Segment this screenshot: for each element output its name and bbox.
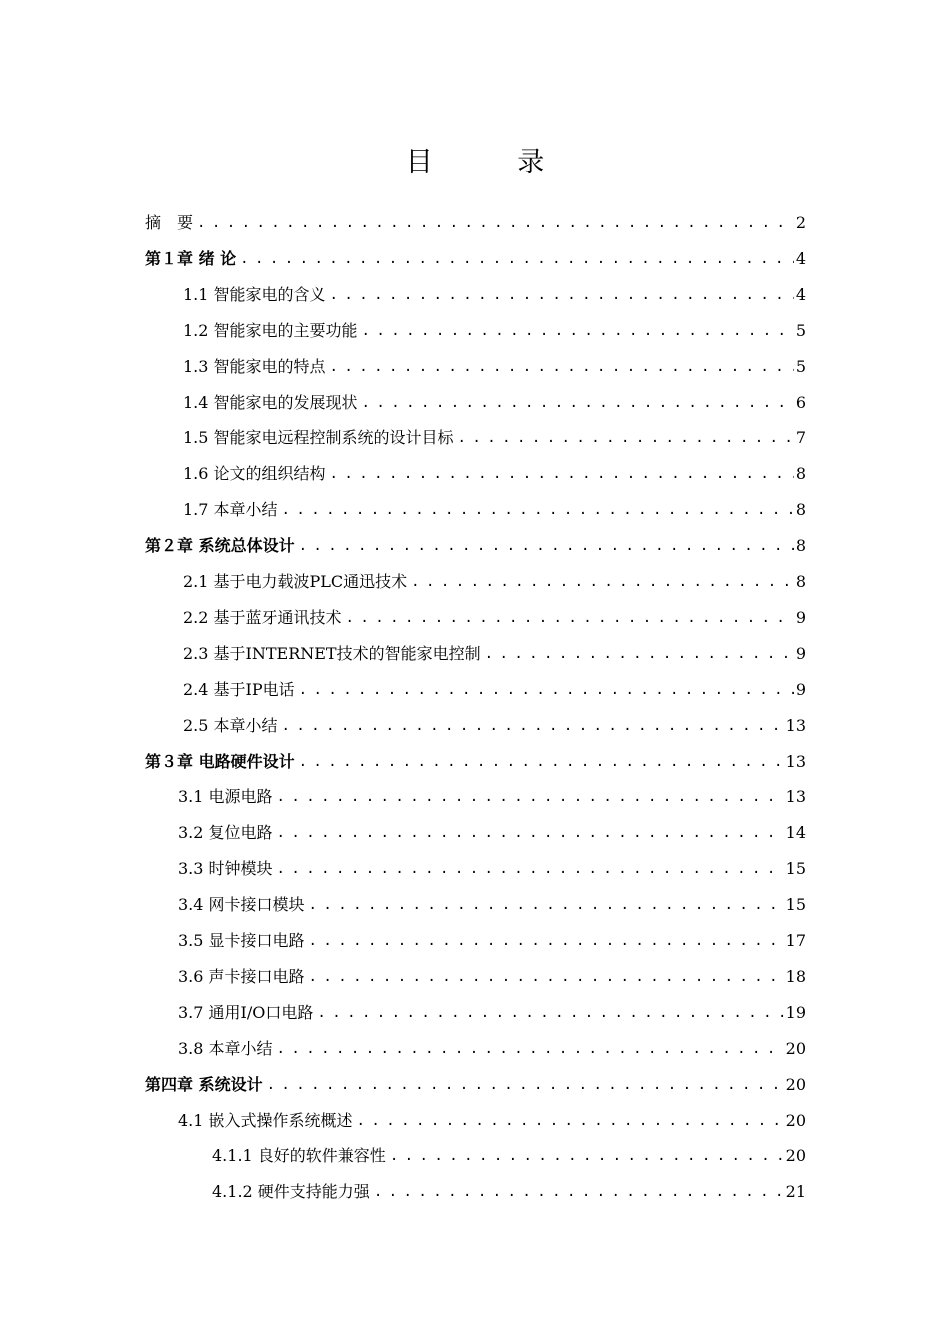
toc-chapter-entry[interactable]	[145, 528, 806, 564]
toc-page-number: 13	[785, 787, 806, 807]
toc-entry-title: 2.4 基于IP电话	[183, 679, 295, 699]
toc-page-number: 18	[785, 966, 806, 986]
toc-page-number: 20	[785, 1074, 806, 1094]
toc-chapter-entry[interactable]	[145, 1067, 806, 1103]
toc-entry-title: 1.2 智能家电的主要功能	[183, 320, 358, 340]
toc-entry-title: 摘 要	[145, 213, 194, 232]
toc-entry[interactable]	[183, 313, 806, 349]
toc-entry[interactable]	[178, 1031, 806, 1067]
toc-dot-leader	[362, 385, 794, 421]
toc-page-number: 17	[785, 931, 806, 950]
toc-dot-leader	[309, 887, 784, 923]
toc-dot-leader	[411, 564, 794, 600]
toc-entry[interactable]	[183, 492, 806, 528]
toc-dot-leader	[485, 636, 794, 672]
toc-page-number: 5	[795, 320, 806, 340]
toc-entry-title: 1.5 智能家电远程控制系统的设计目标	[183, 428, 454, 448]
toc-dot-leader	[362, 313, 794, 349]
toc-entry[interactable]	[178, 995, 806, 1031]
toc-dot-leader	[458, 420, 794, 456]
toc-dot-leader	[309, 959, 784, 995]
toc-entry-title: 第１章 绪 论	[145, 248, 237, 268]
toc-page-number: 20	[785, 1038, 806, 1058]
toc-entry-title: 2.3 基于INTERNET技术的智能家电控制	[183, 643, 481, 663]
toc-page-number: 6	[795, 392, 806, 412]
toc-entry-title: 第四章 系统设计	[145, 1074, 263, 1094]
toc-page-number: 13	[785, 751, 806, 771]
toc-page-number: 9	[795, 643, 806, 663]
toc-entry-title: 第３章 电路硬件设计	[145, 751, 295, 771]
toc-entry-title: 1.4 智能家电的发展现状	[183, 392, 358, 412]
toc-page-number: 8	[795, 500, 806, 520]
toc-entry[interactable]	[183, 636, 806, 672]
toc-entry-title: 3.3 时钟模块	[178, 859, 273, 879]
toc-page-number: 7	[795, 428, 806, 448]
toc-page-number: 9	[795, 607, 806, 627]
toc-dot-leader	[277, 1031, 784, 1067]
toc-entry-title: 3.2 复位电路	[178, 823, 273, 843]
toc-entry-title: 3.5 显卡接口电路	[178, 931, 305, 950]
toc-entry-title: 1.3 智能家电的特点	[183, 356, 326, 376]
toc-page-number: 8	[795, 572, 806, 591]
toc-entry[interactable]	[183, 564, 806, 600]
toc-page-number: 8	[795, 464, 806, 484]
toc-page-number: 2	[795, 213, 806, 232]
toc-dot-leader	[282, 492, 794, 528]
toc-entry-title: 3.1 电源电路	[178, 787, 273, 807]
toc-entry-title: 4.1.2 硬件支持能力强	[212, 1182, 370, 1202]
toc-entry[interactable]	[178, 815, 806, 851]
toc-entry[interactable]	[183, 456, 806, 492]
toc-entry-title: 3.6 声卡接口电路	[178, 966, 305, 986]
toc-entry-title: 4.1.1 良好的软件兼容性	[212, 1146, 386, 1166]
toc-dot-leader	[299, 672, 794, 708]
toc-dot-leader	[267, 1067, 784, 1103]
toc-dot-leader	[374, 1174, 784, 1210]
toc-page-number: 9	[795, 679, 806, 699]
toc-entry-title: 3.7 通用I/O口电路	[178, 1002, 314, 1022]
toc-page-number: 15	[785, 895, 806, 915]
toc-dot-leader	[277, 779, 784, 815]
toc-entry[interactable]	[178, 1103, 806, 1139]
toc-page-number: 21	[785, 1182, 806, 1202]
toc-dot-leader	[197, 205, 794, 241]
toc-entry[interactable]	[178, 923, 806, 959]
toc-entry[interactable]	[178, 959, 806, 995]
toc-entry[interactable]	[212, 1174, 806, 1210]
toc-entry[interactable]	[183, 672, 806, 708]
toc-entry[interactable]	[183, 420, 806, 456]
toc-dot-leader	[277, 851, 784, 887]
toc-dot-leader	[330, 277, 794, 313]
toc-entry-title: 3.4 网卡接口模块	[178, 895, 305, 915]
toc-page-number: 19	[785, 1002, 806, 1022]
toc-chapter-entry[interactable]	[145, 241, 806, 277]
toc-dot-leader	[282, 708, 784, 744]
toc-dot-leader	[330, 349, 794, 385]
toc-entry-title: 4.1 嵌入式操作系统概述	[178, 1110, 353, 1130]
toc-entry[interactable]	[183, 600, 806, 636]
toc-entry-title: 2.2 基于蓝牙通讯技术	[183, 607, 342, 627]
toc-page-number: 20	[785, 1110, 806, 1130]
toc-dot-leader	[357, 1103, 784, 1139]
toc-page-number: 14	[785, 823, 806, 843]
toc-dot-leader	[330, 456, 794, 492]
toc-title: 目 录	[405, 147, 583, 178]
toc-chapter-entry[interactable]	[145, 744, 806, 780]
toc-dot-leader	[390, 1138, 784, 1174]
toc-entry-title: 2.5 本章小结	[183, 715, 278, 735]
toc-entry-title: 3.8 本章小结	[178, 1038, 273, 1058]
toc-page-number: 13	[785, 715, 806, 735]
toc-entry[interactable]	[178, 887, 806, 923]
toc-dot-leader	[317, 995, 783, 1031]
toc-dot-leader	[299, 744, 784, 780]
toc-entry[interactable]	[183, 277, 806, 313]
toc-page-number: 8	[795, 536, 806, 556]
toc-dot-leader	[277, 815, 784, 851]
toc-page-number: 4	[795, 248, 806, 268]
toc-dot-leader	[240, 241, 794, 277]
toc-entry[interactable]	[178, 851, 806, 887]
toc-entry[interactable]	[178, 779, 806, 815]
toc-page-number: 4	[795, 284, 806, 304]
toc-page-number: 5	[795, 356, 806, 376]
toc-entry-title: 1.7 本章小结	[183, 500, 278, 520]
toc-entry[interactable]	[183, 708, 806, 744]
toc-dot-leader	[346, 600, 794, 636]
toc-entry-title: 2.1 基于电力载波PLC通迅技术	[183, 572, 408, 591]
toc-entry-title: 1.1 智能家电的含义	[183, 284, 326, 304]
toc-page-number: 15	[785, 859, 806, 879]
toc-entry[interactable]	[183, 385, 806, 421]
toc-entry-title: 1.6 论文的组织结构	[183, 464, 326, 484]
toc-entry[interactable]	[212, 1138, 806, 1174]
toc-dot-leader	[309, 923, 784, 959]
toc-entry[interactable]	[145, 205, 806, 241]
toc-entry[interactable]	[183, 349, 806, 385]
toc-entry-title: 第２章 系统总体设计	[145, 536, 295, 556]
toc-page-number: 20	[785, 1146, 806, 1166]
toc-dot-leader	[299, 528, 794, 564]
